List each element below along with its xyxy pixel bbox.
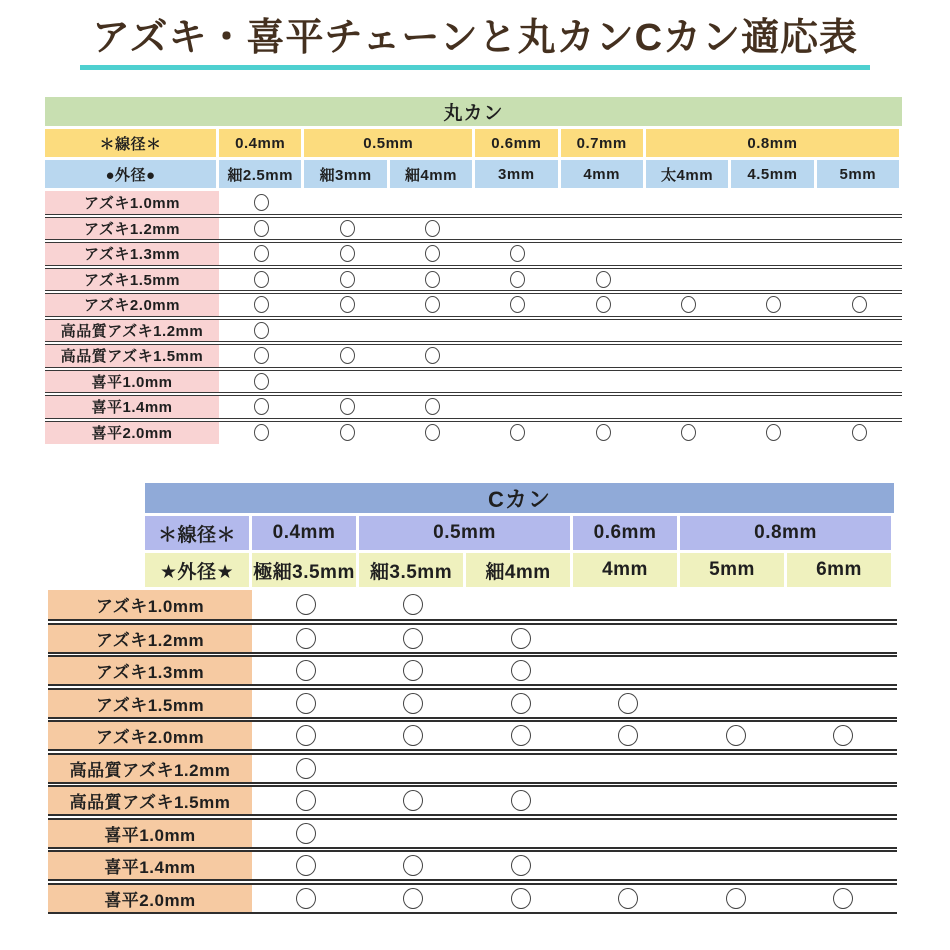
circle-mark: [510, 424, 525, 441]
mark-cell: [390, 422, 475, 445]
mark-cell: [646, 371, 731, 393]
circle-mark: [254, 424, 269, 441]
mark-cell: [252, 722, 360, 749]
mark-cell: [475, 345, 560, 367]
row-label: 喜平1.4mm: [45, 396, 219, 418]
table-row: [48, 655, 897, 686]
mark-cell: [219, 294, 304, 316]
outer-size: 細4mm: [466, 553, 573, 587]
mark-cell: [475, 269, 560, 291]
outer-size: 5mm: [680, 553, 787, 587]
mark-cell: [682, 690, 790, 717]
mark-cell: [467, 625, 575, 652]
mark-cell: [360, 885, 468, 912]
mark-cell: [790, 885, 898, 912]
mark-cell: [304, 269, 389, 291]
page-title: アズキ・喜平チェーンと丸カンCカン適応表: [80, 16, 870, 70]
circle-mark: [511, 660, 531, 681]
mark-cell: [731, 269, 816, 291]
circle-mark: [425, 220, 440, 237]
table-row: [45, 319, 902, 343]
mark-cell: [475, 218, 560, 240]
mark-cell: [304, 191, 389, 214]
circle-mark: [296, 594, 316, 615]
mark-cell: [252, 625, 360, 652]
circle-mark: [596, 296, 611, 313]
mark-cell: [575, 755, 683, 782]
mark-cell: [731, 191, 816, 214]
table-row: [45, 395, 902, 419]
marukan-wire-diameter-row: [45, 129, 902, 157]
outer-size: 4mm: [561, 160, 646, 188]
circle-mark: [403, 628, 423, 649]
marukan-title: 丸カン: [443, 103, 504, 124]
mark-cell: [252, 590, 360, 619]
mark-cell: [817, 269, 902, 291]
mark-cell: [475, 396, 560, 418]
circle-mark: [254, 322, 269, 339]
mark-cell: [390, 320, 475, 342]
marukan-title-bar: [45, 97, 902, 126]
marukan-body: [45, 191, 902, 444]
mark-cell: [467, 755, 575, 782]
mark-cell: [790, 690, 898, 717]
circle-mark: [726, 725, 746, 746]
wire-diameter-header: ＊線径＊: [45, 129, 219, 157]
wire-size: 0.8mm: [680, 516, 894, 550]
mark-cell: [646, 294, 731, 316]
row-label: アズキ1.3mm: [45, 243, 219, 265]
row-label: 喜平1.4mm: [48, 852, 252, 879]
mark-cell: [467, 722, 575, 749]
circle-mark: [510, 245, 525, 262]
wire-size: 0.7mm: [561, 129, 646, 157]
table-row: [48, 623, 897, 654]
table-row: [45, 268, 902, 292]
mark-cell: [390, 269, 475, 291]
mark-cell: [682, 820, 790, 847]
circle-mark: [511, 628, 531, 649]
mark-cell: [817, 294, 902, 316]
mark-cell: [561, 345, 646, 367]
table-row: [48, 688, 897, 719]
circle-mark: [403, 660, 423, 681]
mark-cell: [390, 191, 475, 214]
mark-cell: [817, 371, 902, 393]
circle-mark: [403, 725, 423, 746]
table-row: [45, 293, 902, 317]
table-row: [45, 421, 902, 445]
circle-mark: [833, 725, 853, 746]
circle-mark: [833, 888, 853, 909]
mark-cell: [682, 625, 790, 652]
mark-cell: [219, 371, 304, 393]
mark-cell: [219, 396, 304, 418]
circle-mark: [511, 725, 531, 746]
mark-cell: [360, 820, 468, 847]
mark-cell: [731, 243, 816, 265]
mark-cell: [304, 243, 389, 265]
ckan-table-header: [145, 483, 894, 590]
mark-cell: [817, 396, 902, 418]
mark-cell: [475, 422, 560, 445]
mark-cell: [646, 243, 731, 265]
circle-mark: [510, 271, 525, 288]
outer-size: 5mm: [817, 160, 902, 188]
circle-mark: [340, 398, 355, 415]
mark-cell: [360, 590, 468, 619]
table-row: [48, 883, 897, 914]
circle-mark: [425, 398, 440, 415]
mark-cell: [467, 885, 575, 912]
mark-cell: [790, 787, 898, 814]
mark-cell: [475, 243, 560, 265]
mark-cell: [304, 218, 389, 240]
row-label: 高品質アズキ1.5mm: [45, 345, 219, 367]
page-title-wrap: [0, 16, 950, 70]
circle-mark: [403, 888, 423, 909]
circle-mark: [596, 271, 611, 288]
wire-size: 0.4mm: [252, 516, 359, 550]
circle-mark: [296, 628, 316, 649]
outer-size: 細4mm: [390, 160, 475, 188]
circle-mark: [296, 888, 316, 909]
mark-cell: [646, 218, 731, 240]
mark-cell: [646, 191, 731, 214]
mark-cell: [682, 852, 790, 879]
table-row: [48, 818, 897, 849]
outer-diameter-header: ●外径●: [45, 160, 219, 188]
circle-mark: [403, 693, 423, 714]
circle-mark: [425, 424, 440, 441]
row-label: アズキ2.0mm: [48, 722, 252, 749]
circle-mark: [296, 823, 316, 844]
mark-cell: [561, 218, 646, 240]
outer-size: 6mm: [787, 553, 894, 587]
circle-mark: [403, 594, 423, 615]
mark-cell: [561, 320, 646, 342]
mark-cell: [731, 320, 816, 342]
wire-size: 0.4mm: [219, 129, 304, 157]
row-label: 喜平2.0mm: [48, 885, 252, 912]
row-label: 喜平1.0mm: [48, 820, 252, 847]
mark-cell: [682, 885, 790, 912]
circle-mark: [340, 220, 355, 237]
circle-mark: [852, 296, 867, 313]
outer-diameter-header: ★外径★: [145, 553, 252, 587]
circle-mark: [296, 725, 316, 746]
mark-cell: [731, 218, 816, 240]
mark-cell: [790, 852, 898, 879]
mark-cell: [561, 294, 646, 316]
circle-mark: [618, 888, 638, 909]
table-row: [45, 217, 902, 241]
marukan-outer-diameter-row: [45, 160, 902, 188]
mark-cell: [682, 722, 790, 749]
circle-mark: [296, 855, 316, 876]
circle-mark: [340, 296, 355, 313]
mark-cell: [646, 422, 731, 445]
mark-cell: [475, 294, 560, 316]
mark-cell: [561, 191, 646, 214]
mark-cell: [360, 787, 468, 814]
ckan-title-bar: [145, 483, 894, 513]
mark-cell: [219, 320, 304, 342]
mark-cell: [682, 755, 790, 782]
mark-cell: [790, 755, 898, 782]
mark-cell: [360, 852, 468, 879]
wire-size: 0.8mm: [646, 129, 902, 157]
circle-mark: [296, 790, 316, 811]
table-row: [48, 785, 897, 816]
mark-cell: [682, 787, 790, 814]
mark-cell: [252, 787, 360, 814]
mark-cell: [360, 625, 468, 652]
mark-cell: [575, 657, 683, 684]
ckan-outer-diameter-row: [145, 553, 894, 587]
mark-cell: [731, 371, 816, 393]
row-label: アズキ2.0mm: [45, 294, 219, 316]
row-label: 喜平2.0mm: [45, 422, 219, 445]
mark-cell: [575, 852, 683, 879]
mark-cell: [646, 320, 731, 342]
mark-cell: [575, 690, 683, 717]
circle-mark: [618, 693, 638, 714]
ckan-body: [48, 590, 897, 914]
wire-size: 0.5mm: [359, 516, 573, 550]
mark-cell: [467, 657, 575, 684]
table-row: [45, 344, 902, 368]
mark-cell: [575, 885, 683, 912]
circle-mark: [511, 888, 531, 909]
mark-cell: [467, 852, 575, 879]
circle-mark: [425, 296, 440, 313]
marukan-table: [45, 97, 902, 446]
mark-cell: [304, 422, 389, 445]
table-row: [48, 850, 897, 881]
mark-cell: [731, 422, 816, 445]
table-row: [48, 753, 897, 784]
wire-size: 0.6mm: [475, 129, 560, 157]
mark-cell: [219, 269, 304, 291]
mark-cell: [790, 657, 898, 684]
circle-mark: [425, 347, 440, 364]
table-row: [48, 590, 897, 621]
circle-mark: [766, 424, 781, 441]
mark-cell: [390, 294, 475, 316]
mark-cell: [252, 885, 360, 912]
mark-cell: [390, 371, 475, 393]
circle-mark: [254, 373, 269, 390]
circle-mark: [296, 660, 316, 681]
circle-mark: [596, 424, 611, 441]
mark-cell: [219, 191, 304, 214]
mark-cell: [790, 625, 898, 652]
mark-cell: [360, 722, 468, 749]
mark-cell: [390, 243, 475, 265]
mark-cell: [561, 422, 646, 445]
mark-cell: [817, 191, 902, 214]
circle-mark: [340, 245, 355, 262]
ckan-wire-diameter-row: [145, 516, 894, 550]
mark-cell: [817, 345, 902, 367]
mark-cell: [646, 396, 731, 418]
row-label: アズキ1.3mm: [48, 657, 252, 684]
circle-mark: [681, 424, 696, 441]
table-row: [48, 720, 897, 751]
mark-cell: [575, 590, 683, 619]
mark-cell: [467, 590, 575, 619]
circle-mark: [296, 758, 316, 779]
mark-cell: [360, 690, 468, 717]
mark-cell: [252, 755, 360, 782]
table-row: [45, 242, 902, 266]
outer-size: 細3mm: [304, 160, 389, 188]
circle-mark: [726, 888, 746, 909]
mark-cell: [467, 690, 575, 717]
circle-mark: [296, 693, 316, 714]
mark-cell: [219, 243, 304, 265]
circle-mark: [425, 245, 440, 262]
mark-cell: [731, 396, 816, 418]
row-label: アズキ1.0mm: [48, 590, 252, 619]
mark-cell: [360, 755, 468, 782]
mark-cell: [682, 590, 790, 619]
wire-diameter-header: ＊線径＊: [145, 516, 252, 550]
mark-cell: [219, 345, 304, 367]
mark-cell: [390, 396, 475, 418]
mark-cell: [561, 396, 646, 418]
mark-cell: [475, 191, 560, 214]
mark-cell: [467, 820, 575, 847]
circle-mark: [511, 855, 531, 876]
mark-cell: [575, 820, 683, 847]
circle-mark: [425, 271, 440, 288]
mark-cell: [817, 422, 902, 445]
row-label: 高品質アズキ1.2mm: [48, 755, 252, 782]
mark-cell: [790, 722, 898, 749]
table-row: [45, 191, 902, 215]
mark-cell: [575, 787, 683, 814]
circle-mark: [340, 424, 355, 441]
mark-cell: [304, 320, 389, 342]
mark-cell: [575, 722, 683, 749]
circle-mark: [254, 296, 269, 313]
mark-cell: [360, 657, 468, 684]
circle-mark: [340, 347, 355, 364]
mark-cell: [561, 269, 646, 291]
mark-cell: [561, 243, 646, 265]
outer-size: 3mm: [475, 160, 560, 188]
circle-mark: [510, 296, 525, 313]
mark-cell: [252, 820, 360, 847]
mark-cell: [646, 269, 731, 291]
ckan-table-body: [48, 590, 897, 915]
mark-cell: [219, 218, 304, 240]
row-label: アズキ1.2mm: [48, 625, 252, 652]
circle-mark: [254, 194, 269, 211]
outer-size: 細2.5mm: [219, 160, 304, 188]
mark-cell: [304, 345, 389, 367]
circle-mark: [254, 245, 269, 262]
mark-cell: [682, 657, 790, 684]
mark-cell: [219, 422, 304, 445]
circle-mark: [254, 220, 269, 237]
mark-cell: [561, 371, 646, 393]
mark-cell: [817, 243, 902, 265]
row-label: アズキ1.0mm: [45, 191, 219, 214]
circle-mark: [403, 855, 423, 876]
row-label: 高品質アズキ1.2mm: [45, 320, 219, 342]
outer-size: 細3.5mm: [359, 553, 466, 587]
circle-mark: [511, 790, 531, 811]
mark-cell: [646, 345, 731, 367]
outer-size: 4.5mm: [731, 160, 816, 188]
mark-cell: [817, 320, 902, 342]
outer-size: 4mm: [573, 553, 680, 587]
circle-mark: [766, 296, 781, 313]
circle-mark: [254, 347, 269, 364]
circle-mark: [618, 725, 638, 746]
table-row: [45, 370, 902, 394]
mark-cell: [252, 690, 360, 717]
circle-mark: [681, 296, 696, 313]
row-label: アズキ1.5mm: [45, 269, 219, 291]
row-label: 高品質アズキ1.5mm: [48, 787, 252, 814]
mark-cell: [252, 852, 360, 879]
mark-cell: [790, 820, 898, 847]
wire-size: 0.5mm: [304, 129, 475, 157]
mark-cell: [304, 294, 389, 316]
mark-cell: [252, 657, 360, 684]
mark-cell: [475, 371, 560, 393]
circle-mark: [852, 424, 867, 441]
mark-cell: [390, 345, 475, 367]
mark-cell: [467, 787, 575, 814]
outer-size: 太4mm: [646, 160, 731, 188]
circle-mark: [511, 693, 531, 714]
mark-cell: [304, 371, 389, 393]
mark-cell: [390, 218, 475, 240]
mark-cell: [790, 590, 898, 619]
row-label: アズキ1.2mm: [45, 218, 219, 240]
row-label: アズキ1.5mm: [48, 690, 252, 717]
mark-cell: [304, 396, 389, 418]
ckan-title: Cカン: [488, 486, 551, 512]
mark-cell: [475, 320, 560, 342]
outer-size: 極細3.5mm: [252, 553, 359, 587]
circle-mark: [254, 271, 269, 288]
row-label: 喜平1.0mm: [45, 371, 219, 393]
mark-cell: [731, 294, 816, 316]
mark-cell: [817, 218, 902, 240]
circle-mark: [254, 398, 269, 415]
circle-mark: [403, 790, 423, 811]
mark-cell: [731, 345, 816, 367]
mark-cell: [575, 625, 683, 652]
circle-mark: [340, 271, 355, 288]
wire-size: 0.6mm: [573, 516, 680, 550]
